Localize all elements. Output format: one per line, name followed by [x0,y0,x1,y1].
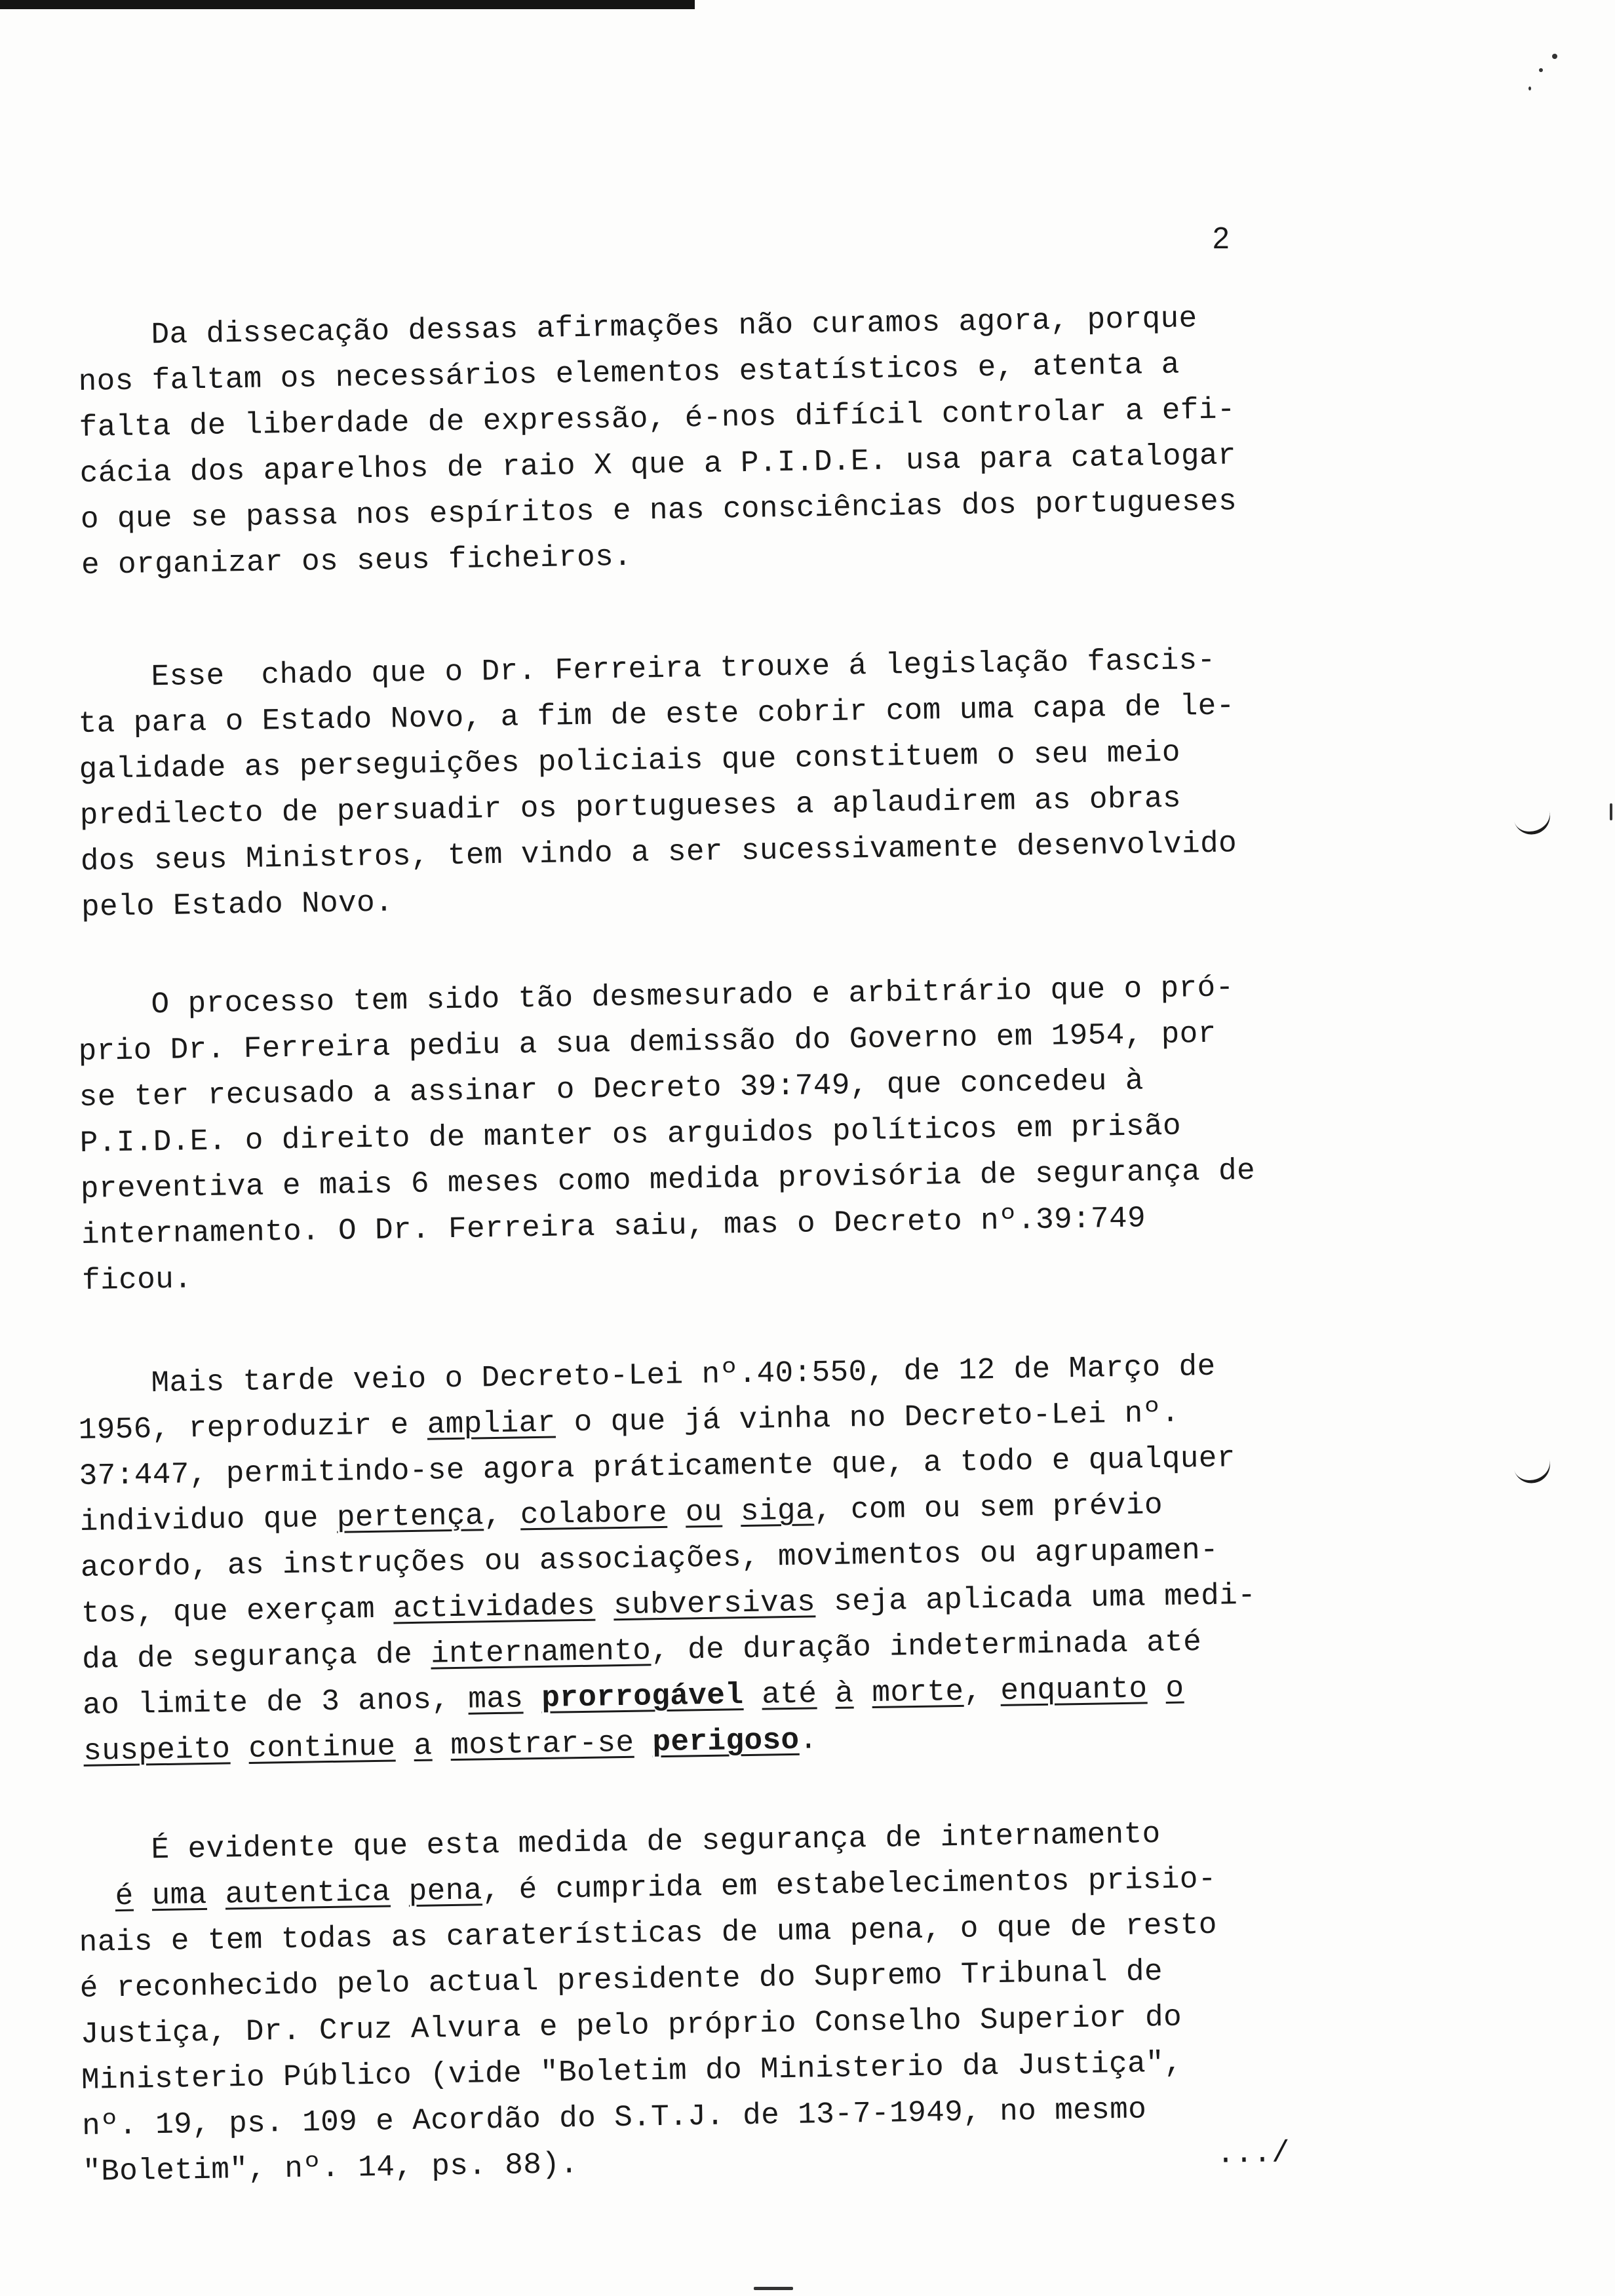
scan-speck [1610,803,1612,820]
text-run: . [799,1723,818,1757]
text-line: o que se passa nos espíritos e nas consciências dos portugueses [80,484,1237,537]
underlined-word: siga [740,1493,815,1529]
underlined-word: perigoso [652,1723,800,1760]
text-run [133,1879,152,1913]
underlined-word: o [1165,1671,1184,1706]
text-run: , é cumprida em estabelecimentos prisio- [482,1862,1217,1908]
text-line: e organizar os seus ficheiros. [81,539,632,583]
text-run: nais e tem todas as caraterísticas de uma pena, o que de resto [79,1907,1218,1960]
text-line: dos seus Ministros, tem vindo a ser sucessivamente desenvolvido [80,826,1237,879]
underlined-word: mostrar-se [450,1725,634,1763]
text-run: , com ou sem prévio [813,1488,1163,1528]
text-run: acordo, as instruções ou associações, movimentos ou agrupamen- [80,1533,1219,1585]
underlined-word: colabore [520,1495,668,1533]
underlined-word: enquanto [1000,1672,1148,1708]
underlined-word: à [834,1676,854,1711]
text-run: é reconhecido pelo actual presidente do Supremo Tribunal de [79,1955,1163,2006]
text-run: seja aplicada uma medi- [815,1578,1256,1620]
underlined-word: pertença [336,1499,484,1535]
text-line: Da dissecação dessas afirmações não curamos agora, porque [77,301,1198,353]
underlined-word: continue [248,1729,396,1766]
paragraph-1 [77,293,1392,588]
text-run [595,1588,614,1622]
underlined-word: suspeito [83,1732,231,1769]
text-run: o que já vinha no Decreto-Lei nº. [555,1396,1180,1440]
text-run: , de duração indeterminada até [650,1625,1202,1668]
scan-speck [1528,86,1531,90]
page-number: 2 [1213,221,1230,255]
underlined-word: uma [151,1877,208,1913]
text-run: nº. 19, ps. 109 e Acordão do S.T.J. de 13-7-1949, no mesmo [81,2092,1147,2143]
text-run [230,1732,249,1766]
continuation-mark: .../ [1216,2136,1291,2172]
text-run: Mais tarde veio o Decreto-Lei nº.40:550, de 12 de Março de [77,1349,1216,1402]
text-line: internamento. O Dr. Ferreira saiu, mas o Decreto nº.39:749 [81,1201,1146,1252]
underlined-word: actividades [393,1588,596,1626]
text-line: O processo tem sido tão desmesurado e arbitrário que o pró- [77,970,1235,1023]
text-run [78,1879,115,1914]
text-run: , [963,1674,1001,1709]
text-line: cácia dos aparelhos de raio X que a P.I.D.E. usa para catalogar [79,438,1237,491]
margin-check-mark [1513,806,1555,839]
text-line: se ter recusado a assinar o Decreto 39:749, que concedeu à [79,1063,1144,1115]
text-line: prio Dr. Ferreira pediu a sua demissão do Governo em 1954, por [78,1016,1217,1069]
underlined-word: pena [408,1873,483,1909]
scan-speck [1552,54,1557,59]
text-line: ta para o Estado Novo, a fim de este cobrir com uma capa de le- [78,689,1236,741]
text-run [395,1729,414,1763]
text-run: É evidente que esta medida de segurança de internamento [77,1817,1161,1868]
margin-check-mark [1513,1455,1555,1488]
text-run [1147,1672,1166,1706]
text-run [667,1495,686,1529]
underlined-word: é [115,1879,134,1914]
paragraph-5 [77,1808,1394,2195]
text-line: galidade as perseguições policiais que constituem o seu meio [79,735,1181,787]
text-run: 37:447, permitindo-se agora práticamente que, a todo e qualquer [79,1441,1236,1493]
text-run [634,1725,653,1759]
text-line: Esse chado que o Dr. Ferreira trouxe á legislação fascis- [77,643,1216,695]
text-line: predilecto de persuadir os portugueses a aplaudirem as obras [79,781,1182,833]
text-run: Ministerio Público (vide "Boletim do Ministerio da Justiça", [81,2046,1183,2097]
top-edge-rule [0,0,695,9]
underlined-word: ou [685,1495,723,1530]
text-run: , [483,1498,521,1533]
underlined-word: ampliar [427,1406,556,1442]
text-run [722,1495,741,1529]
paragraph-2 [77,635,1392,930]
underlined-word: morte [871,1674,964,1711]
text-run [206,1877,225,1911]
text-line: pelo Estado Novo. [81,885,394,925]
text-line: preventiva e mais 6 meses como medida provisória de segurança de [80,1153,1256,1206]
text-run: ao limite de 3 anos, [82,1682,469,1723]
underlined-word: a [414,1729,433,1764]
text-run [523,1681,542,1715]
paragraph-4 [77,1341,1395,1774]
text-line: falta de liberdade de expressão, é-nos difícil controlar a efi- [79,392,1236,445]
text-run [743,1678,762,1712]
text-run [853,1676,872,1710]
underlined-word: autentica [225,1875,391,1912]
underlined-word: prorrogável [541,1678,744,1715]
underlined-word: até [761,1677,817,1712]
text-run [817,1677,836,1711]
text-run: Justiça, Dr. Cruz Alvura e pelo próprio Conselho Superior do [80,2000,1182,2052]
underlined-word: mas [467,1681,524,1717]
underlined-word: subversivas [613,1585,816,1623]
text-run: individuo que [79,1501,338,1539]
text-run: 1956, reproduzir e [78,1407,428,1447]
underlined-word: internamento [430,1634,652,1672]
text-run: da de segurança de [81,1637,431,1677]
scan-speck [1539,68,1543,72]
text-line: ficou. [81,1262,193,1298]
text-run [390,1875,409,1909]
scan-speck [754,2287,793,2290]
text-run: "Boletim", nº. 14, ps. 88). [82,2147,579,2189]
text-line: nos faltam os necessários elementos estatísticos e, atenta a [78,347,1180,399]
text-run: tos, que exerçam [81,1592,394,1631]
paragraph-3 [77,963,1393,1304]
text-line: P.I.D.E. o direito de manter os arguidos políticos em prisão [79,1109,1182,1160]
text-run [432,1729,451,1763]
